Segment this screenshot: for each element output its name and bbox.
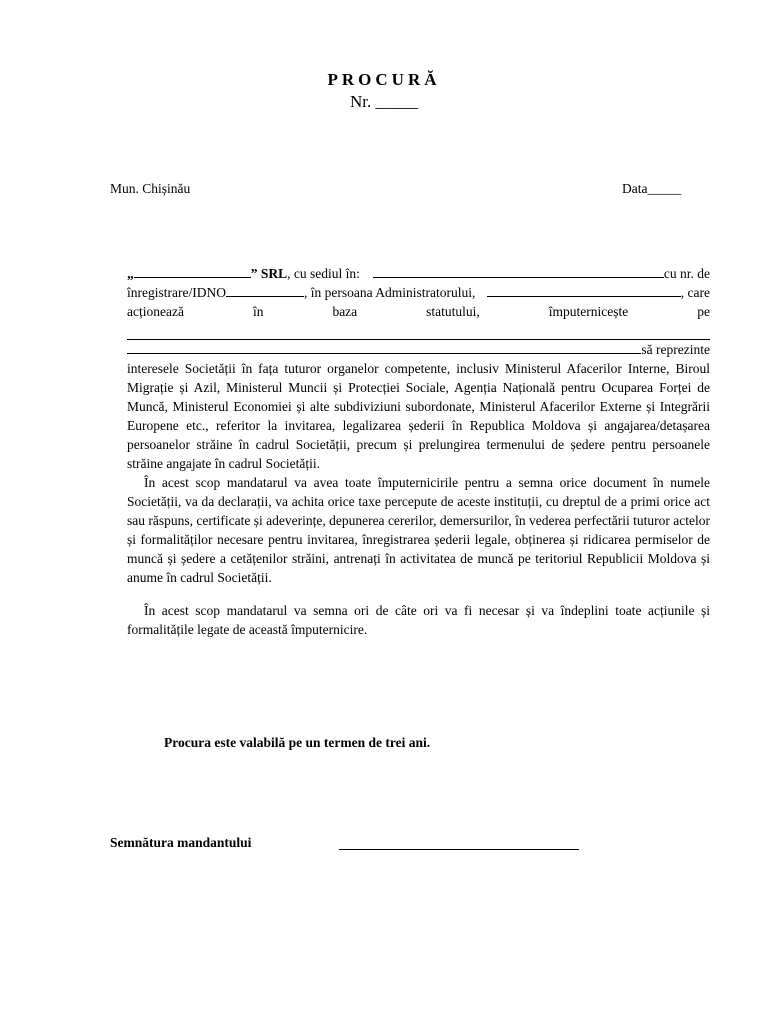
signature-line [339, 849, 579, 850]
which-label: , care [680, 285, 710, 300]
document-number: Nr. _____ [350, 92, 418, 111]
company-open-quote: „ [127, 266, 134, 281]
document-body [127, 264, 710, 639]
administrator-name-blank [487, 283, 681, 297]
paragraph-3: În acest scop mandatarul va semna ori de câte ori va fi necesar și va îndeplini toate acțiunile și formalitățile legate de această împuternicire. [127, 603, 710, 637]
city-label: Mun. Chișinău [110, 181, 191, 196]
date-label: Data_____ [622, 181, 682, 196]
paragraph-2: În acest scop mandatarul va avea toate împuternicirile pentru a semna orice document în numele Societății, va da declarații, va achita orice taxe percepute de aceste instituții, cu dreptul de a primi orice act sau răspuns, certificate și adeverințe, depunerea cererilor, demersurilor, în vederea perfectării tuturor actelor și formalităților necesare pentru invitarea, înregistrarea șederii legale, obținerea și ridicarea permiselor de muncă și ședere a cetățenilor străini, antrenați în activitatea de muncă pe teritoriul Republicii Moldova și anume în cadrul Societății. [127, 475, 710, 585]
representative-blank-line [127, 321, 710, 340]
idno-label: înregistrare/IDNO [127, 285, 226, 300]
intro-line-3 [127, 302, 710, 321]
intro-line-5 [127, 340, 710, 359]
intro-line-1 [127, 264, 710, 283]
company-name-blank [134, 265, 251, 278]
reg-nr-label: cu nr. de [663, 266, 710, 281]
represent-label: să reprezinte [641, 342, 710, 357]
document-title: PROCURĂ [327, 70, 441, 89]
intro-word: acționează [127, 304, 184, 319]
paragraph-1: interesele Societății în fața tuturor organelor competente, inclusiv Ministerul Afacerilor Interne, Biroul Migrație și Azil, Ministerul Muncii și Protecției Sociale, Agenția Națională pentru Ocuparea Forței de Muncă, Ministerul Economiei și alte subdiviziuni subordonate, Ministerul Afacerilor Externe și Integrării Europene etc., referitor la invitarea, legalizarea șederii în Republica Moldova și angajarea/detașarea persoanelor străine în cadrul Societății, precum și prelungirea termenului de ședere pentru persoanele străine angajate în cadrul Societății. [127, 361, 710, 471]
intro-word: baza [332, 304, 358, 319]
intro-line-2 [127, 283, 710, 302]
representative-blank-line-2 [127, 340, 641, 354]
signature-label: Semnătura mandantului [110, 835, 252, 850]
administrator-label: , în persoana Administratorului, [303, 285, 479, 300]
company-suffix: ” SRL [250, 266, 288, 281]
seat-label: , cu sediul în: [287, 266, 364, 281]
seat-address-blank [373, 264, 664, 278]
intro-word: în [252, 304, 264, 319]
idno-blank [226, 284, 304, 297]
intro-word: împuternicește [548, 304, 629, 319]
validity-statement: Procura este valabilă pe un termen de trei ani. [164, 735, 431, 750]
intro-word: statutului, [426, 304, 480, 319]
intro-word: pe [697, 304, 710, 319]
